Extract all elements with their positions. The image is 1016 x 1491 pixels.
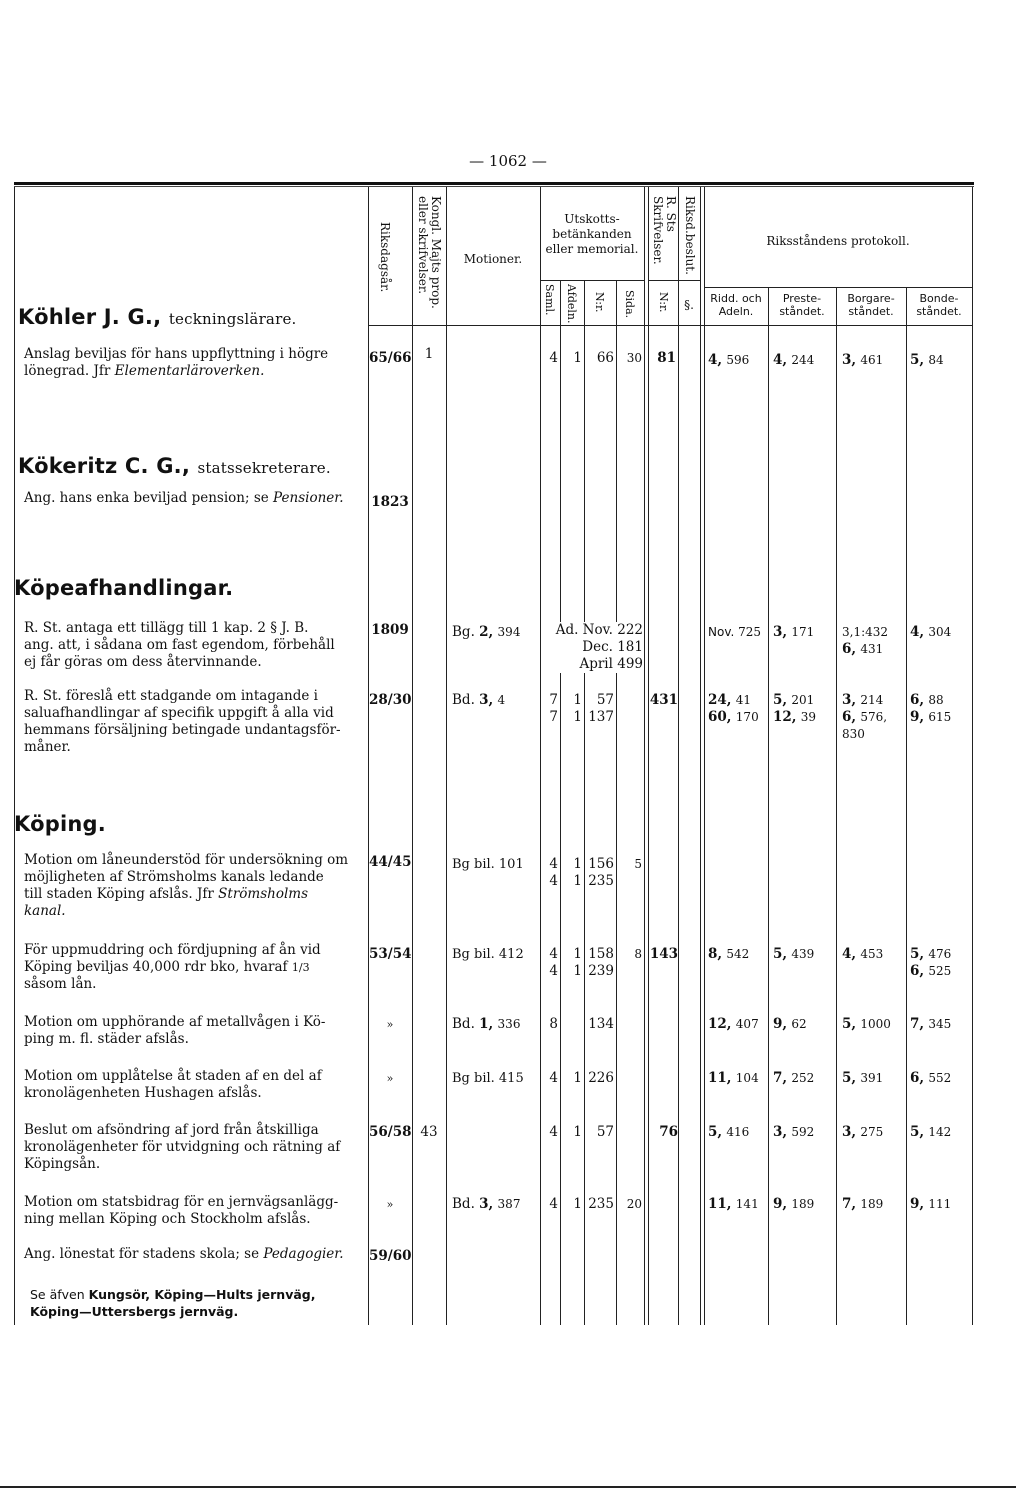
riksdagsar-value: »: [386, 1018, 394, 1031]
entry-description: Motion om låneunderstöd för undersökning om möjligheten af Strömsholms kanals ledande till staden Köping afslås. Jfr Strömsholms kanal.: [24, 852, 349, 919]
afdeln-value: 1 1: [573, 946, 582, 979]
saml-value: 4: [549, 1196, 558, 1212]
afdeln-value: 1: [573, 1196, 582, 1212]
header-riksdagsar: Riksdagsår.: [378, 222, 392, 293]
borg-value: 3, 275: [842, 1124, 884, 1140]
kongl-value: 1: [424, 346, 434, 362]
riksdagsar-value: 53/54: [369, 946, 412, 962]
riksdagsar-value: »: [386, 1198, 394, 1211]
header-prest: Preste- ståndet.: [779, 292, 825, 318]
section-kokeritz: Kökeritz C. G., statssekreterare.: [18, 454, 331, 478]
rsts-nr-value: 431: [649, 692, 678, 708]
riksdagsar-value: 1809: [371, 622, 409, 638]
header-rsts: R. Sts Skrifvelser.: [651, 196, 678, 265]
bonde-value: 5, 84: [910, 352, 944, 368]
motioner-value: Bd. 1, 336: [452, 1016, 521, 1032]
bonde-value: 5, 142: [910, 1124, 952, 1140]
nr-value: 134: [588, 1016, 614, 1032]
sida-value: 30: [626, 351, 642, 365]
page-number: — 1062 —: [469, 152, 547, 170]
header-motioner: Motioner.: [463, 252, 523, 266]
saml-value: 8: [549, 1016, 558, 1032]
saml-value: 7 7: [549, 692, 558, 725]
afdeln-value: 1: [573, 1124, 582, 1140]
header-riksd-beslut: Riksd.beslut.: [683, 196, 697, 275]
top-rule-thin: [14, 186, 974, 187]
ridd-value: 8, 542: [708, 946, 750, 962]
riksdagsar-value: 65/66: [369, 350, 412, 366]
section-kohler: Köhler J. G., teckningslärare.: [18, 305, 297, 329]
ridd-value: Nov. 725: [708, 625, 762, 639]
kongl-value: 43: [420, 1124, 438, 1140]
bottom-rule: [0, 1486, 1016, 1488]
header-nr: N:r.: [593, 292, 606, 313]
riksdagsar-value: 1823: [371, 494, 409, 510]
entry-description: Motion om upplåtelse åt staden af en del af kronolägenheten Hushagen afslås.: [24, 1068, 322, 1101]
entry-description: För uppmuddring och fördjupning af ån vid Köping beviljas 40,000 rdr bko, hvaraf 1/3 såsom lån.: [24, 942, 321, 992]
prest-value: 3, 171: [773, 624, 815, 640]
header-ridd: Ridd. och Adeln.: [710, 292, 762, 318]
entry-description: Motion om upphörande af metallvågen i Kö- ping m. fl. städer afslås.: [24, 1014, 326, 1047]
saml-value: 4 4: [549, 856, 558, 889]
header-paragraph: §.: [684, 298, 694, 312]
afdeln-value: 1 1: [573, 856, 582, 889]
prest-value: 9, 62: [773, 1016, 807, 1032]
prest-value: 4, 244: [773, 352, 815, 368]
ridd-value: 4, 596: [708, 352, 750, 368]
nr-value: 57 137: [588, 692, 614, 725]
see-also-note: Se äfven Kungsör, Köping—Hults jernväg, Köping—Uttersbergs jernväg.: [30, 1287, 316, 1319]
bonde-value: 7, 345: [910, 1016, 952, 1032]
borg-value: 4, 453: [842, 946, 884, 962]
bonde-value: 5, 476 6, 525: [910, 946, 952, 979]
rsts-nr-value: 143: [649, 946, 678, 962]
sida-value: 5: [634, 857, 642, 871]
riksdagsar-value: 28/30: [369, 692, 412, 708]
saml-value: 4: [549, 1124, 558, 1140]
motioner-value: Bg bil. 101: [452, 857, 524, 872]
riksdagsar-value: »: [386, 1072, 394, 1085]
borg-value: 3, 461: [842, 352, 884, 368]
ridd-value: 11, 104: [708, 1070, 759, 1086]
nr-value: 156 235: [588, 856, 614, 889]
bonde-value: 9, 111: [910, 1196, 952, 1212]
afdeln-value: 1: [573, 1070, 582, 1086]
motioner-value: Bg bil. 415: [452, 1071, 524, 1086]
nr-value: 66: [596, 350, 614, 366]
header-sida: Sida.: [623, 290, 636, 319]
nr-value: 57: [596, 1124, 614, 1140]
motioner-value: Bd. 3, 4: [452, 692, 506, 708]
motioner-value: Bd. 3, 387: [452, 1196, 521, 1212]
section-koping: Köping.: [14, 812, 106, 836]
ridd-value: 12, 407: [708, 1016, 759, 1032]
prest-value: 7, 252: [773, 1070, 815, 1086]
bonde-value: 6, 88 9, 615: [910, 692, 952, 725]
riksdagsar-value: 59/60: [369, 1248, 412, 1264]
bonde-value: 4, 304: [910, 624, 952, 640]
header-rsts-nr: N:r.: [657, 292, 670, 313]
bonde-value: 6, 552: [910, 1070, 952, 1086]
borg-value: 5, 1000: [842, 1016, 891, 1032]
borg-value: 3, 214 6, 576, 830: [842, 692, 888, 741]
entry-description: R. St. föreslå ett stadgande om intagande i saluafhandlingar af specifik uppgift å alla vid hemmans försäljning betingade undantagsför- måner.: [24, 688, 341, 755]
header-bonde: Bonde- ståndet.: [916, 292, 962, 318]
ridd-value: 24, 41 60, 170: [708, 692, 759, 725]
header-protokoll: Riksståndens protokoll.: [766, 234, 910, 248]
saml-value: 4 4: [549, 946, 558, 979]
saml-value: 4: [549, 350, 558, 366]
ridd-value: 5, 416: [708, 1124, 750, 1140]
afdeln-value: 1: [573, 350, 582, 366]
nr-value: 158 239: [588, 946, 614, 979]
entry-description: Ang. hans enka beviljad pension; se Pensioner.: [24, 490, 344, 506]
sida-value: 8: [634, 947, 642, 961]
utskott-value: Ad. Nov. 222 Dec. 181 April 499: [541, 622, 643, 673]
nr-value: 226: [588, 1070, 614, 1086]
entry-description: Ang. lönestat för stadens skola; se Pedagogier.: [24, 1246, 344, 1262]
section-kopeafhandlingar: Köpeafhandlingar.: [14, 576, 234, 600]
header-utskotts: Utskotts- betänkanden eller memorial.: [545, 212, 639, 256]
sida-value: 20: [626, 1197, 642, 1211]
saml-value: 4: [549, 1070, 558, 1086]
prest-value: 3, 592: [773, 1124, 815, 1140]
header-afdeln: Afdeln.: [565, 284, 578, 324]
nr-value: 235: [588, 1196, 614, 1212]
riksdagsar-value: 56/58: [369, 1124, 412, 1140]
rsts-nr-value: 81: [657, 350, 676, 366]
entry-description: Beslut om afsöndring af jord från åtskilliga kronolägenheter för utvidgning och rätning af Köpingsån.: [24, 1122, 341, 1172]
motioner-value: Bg. 2, 394: [452, 624, 521, 640]
ridd-value: 11, 141: [708, 1196, 759, 1212]
afdeln-value: 1 1: [573, 692, 582, 725]
prest-value: 5, 201 12, 39: [773, 692, 817, 725]
rsts-nr-value: 76: [659, 1124, 678, 1140]
motioner-value: Bg bil. 412: [452, 947, 524, 962]
header-kongl: Kongl. Majts prop. eller skrifvelser.: [416, 196, 443, 309]
header-saml: Saml.: [543, 284, 556, 316]
header-borg: Borgare- ståndet.: [847, 292, 895, 318]
entry-description: Anslag beviljas för hans uppflyttning i högre lönegrad. Jfr Elementarläroverken.: [24, 346, 329, 379]
borg-value: 5, 391: [842, 1070, 884, 1086]
prest-value: 5, 439: [773, 946, 815, 962]
entry-description: Motion om statsbidrag för en jernvägsanlägg- ning mellan Köping och Stockholm afslås.: [24, 1194, 339, 1227]
borg-value: 3,1:432 6, 431: [842, 625, 889, 657]
prest-value: 9, 189: [773, 1196, 815, 1212]
top-rule: [14, 182, 974, 185]
entry-description: R. St. antaga ett tillägg till 1 kap. 2 § J. B. ang. att, i sådana om fast egendom, förbehåll ej får göras om dess återvinnande.: [24, 620, 335, 670]
borg-value: 7, 189: [842, 1196, 884, 1212]
riksdagsar-value: 44/45: [369, 854, 412, 870]
